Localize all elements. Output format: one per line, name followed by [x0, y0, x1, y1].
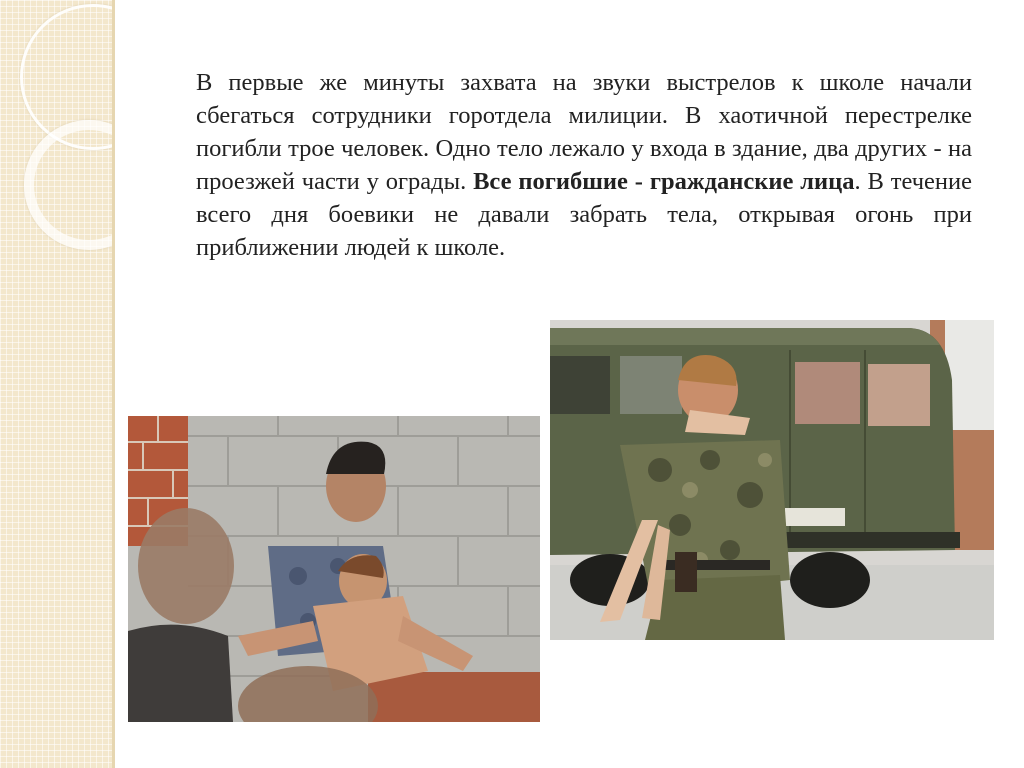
- photo-left: [128, 416, 540, 722]
- paragraph-text: В первые же минуты захвата на звуки выстрелов к школе начали сбегаться сотрудники горотдела милиции. В хаотичной перестрелке погибли трое человек. Одно тело лежало у входа в здание, два других - на проезжей части у ограды.: [196, 69, 972, 195]
- decorative-sidebar: [0, 0, 112, 768]
- ring-ornament: [24, 120, 112, 250]
- photo-right: [550, 320, 994, 640]
- paragraph-bold-text: Все погибшие - гражданские лица: [473, 168, 855, 195]
- sidebar-edge: [112, 0, 115, 768]
- photo-police-officer-holding-child-icon: [128, 416, 540, 722]
- paragraph-text: . В течение всего дня боевики не давали забрать тела, открывая огонь при приближении людей к школе.: [196, 168, 972, 261]
- body-paragraph: [196, 66, 972, 264]
- photo-soldier-carrying-child-by-van-icon: [550, 320, 994, 640]
